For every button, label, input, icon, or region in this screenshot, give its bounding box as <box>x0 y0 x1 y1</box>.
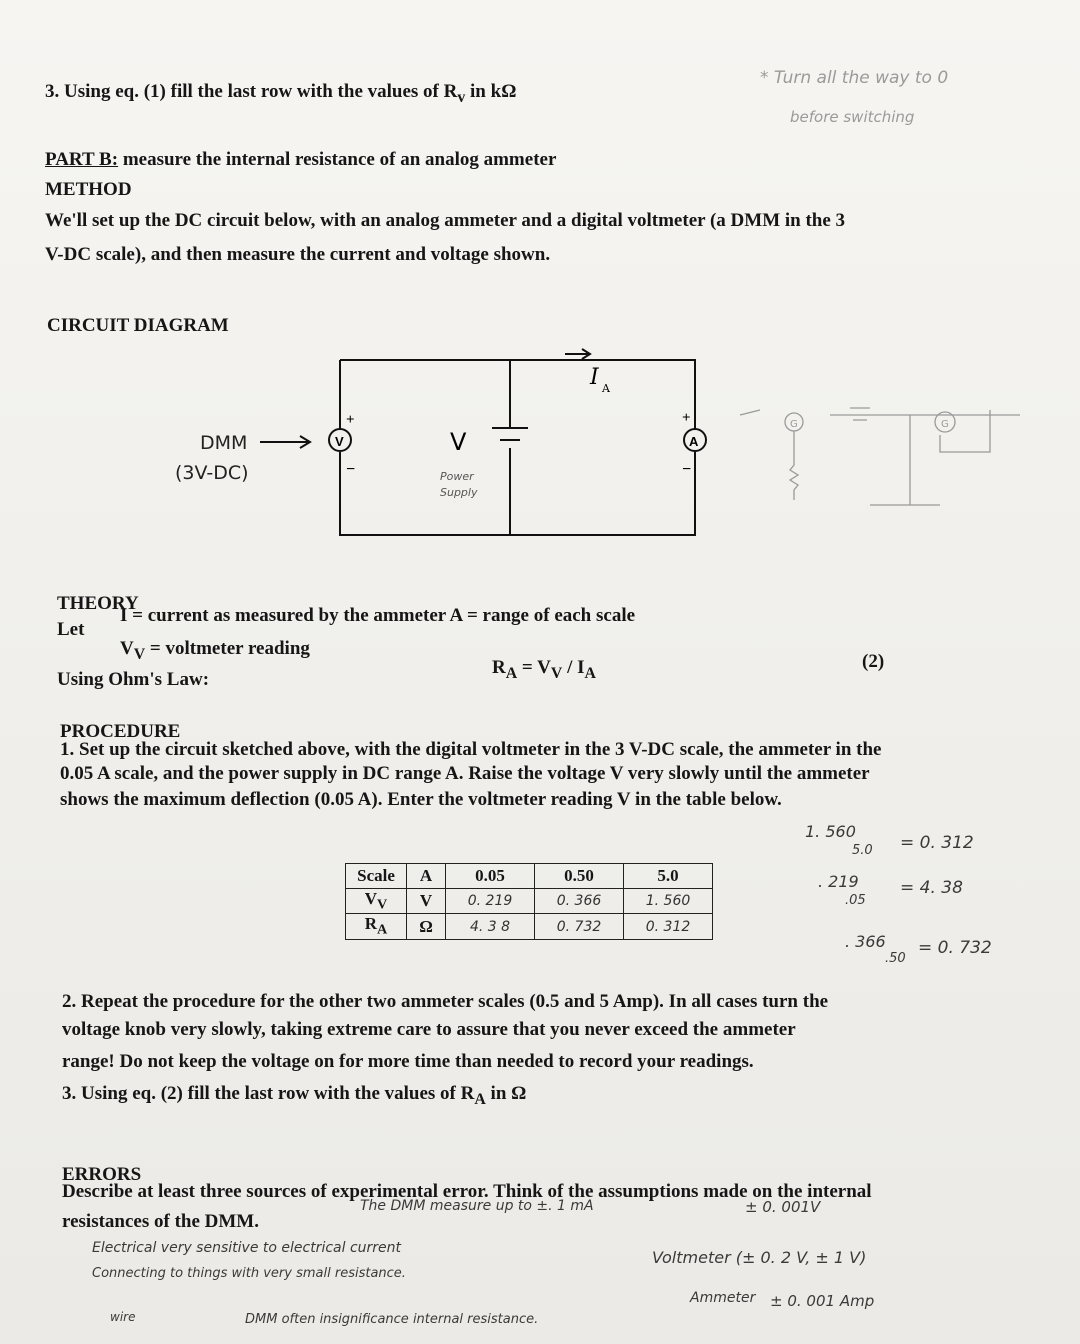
handwritten-note-2: before switching <box>790 108 915 126</box>
procedure-step2-line1: 2. Repeat the procedure for the other two ammeter scales (0.5 and 5 Amp). In all cases turn the <box>62 991 829 1012</box>
errors-line-2: resistances of the DMM. <box>62 1211 259 1232</box>
table-cell-handwritten: 0. 732 <box>535 914 624 939</box>
calc-3-den: .50 <box>885 951 906 966</box>
theory-heading: THEORY <box>57 593 139 614</box>
handwritten-ammeter: Ammeter <box>690 1290 756 1306</box>
theory-v-def-symbol: V <box>120 638 134 659</box>
table-row-voltage <box>346 889 713 914</box>
table-cell: Scale <box>346 864 407 889</box>
voltmeter-minus: − <box>346 461 356 478</box>
calc-1-den: 5.0 <box>852 843 873 858</box>
handwritten-error-3: DMM often insignificance internal resistance. <box>245 1312 539 1327</box>
handwritten-wire: wire <box>110 1310 136 1324</box>
method-line-2: V-DC scale), and then measure the current and voltage shown. <box>45 244 551 265</box>
step3-kohm-end: in kΩ <box>465 81 517 102</box>
ammeter-minus: − <box>682 461 692 478</box>
row-v-symbol: V <box>364 889 378 908</box>
formula-sub-i: A <box>584 664 596 682</box>
method-line-1: We'll set up the DC circuit below, with an analog ammeter and a digital voltmeter (a DMM in the 3 <box>45 210 846 231</box>
step3-text: 3. Using eq. (2) fill the last row with the values of R <box>62 1083 475 1104</box>
row-r-symbol: R <box>364 914 378 934</box>
supply-v-label: V <box>450 428 467 456</box>
table-cell <box>346 889 407 914</box>
formula-i: / I <box>562 657 585 678</box>
procedure-step2-line3: range! Do not keep the voltage on for more time than needed to record your readings. <box>62 1051 754 1072</box>
table-cell: Ω <box>407 914 446 939</box>
theory-formula <box>492 656 596 684</box>
wire-bottom <box>340 452 695 535</box>
procedure-step2-line2: voltage knob very slowly, taking extreme care to assure that you never exceed the ammeter <box>62 1019 796 1040</box>
current-sub: A <box>602 382 610 395</box>
voltmeter-letter: V <box>335 434 344 449</box>
table-cell-handwritten: 0. 312 <box>624 914 713 939</box>
step3-kohm-sub: v <box>457 88 466 106</box>
supply-label-2: Supply <box>440 486 478 499</box>
errors-heading: ERRORS <box>62 1164 142 1185</box>
dmm-scale: (3V-DC) <box>175 462 249 484</box>
table-row-header <box>346 864 713 889</box>
handwritten-ammeter-accuracy: ± 0. 001 Amp <box>770 1292 875 1310</box>
method-heading: METHOD <box>45 179 132 200</box>
step3-sub: A <box>474 1090 486 1108</box>
faint-sketch <box>740 408 1020 505</box>
procedure-step1-line1: 1. Set up the circuit sketched above, with the digital voltmeter in the 3 V-DC scale, the ammeter in the <box>60 739 882 760</box>
formula-sub-v: V <box>550 664 563 682</box>
row-r-sub: A <box>377 921 388 938</box>
procedure-heading: PROCEDURE <box>60 721 181 742</box>
procedure-step3 <box>62 1082 526 1110</box>
table-cell: 0.05 <box>446 864 535 889</box>
row-v-sub: V <box>377 896 388 913</box>
calc-3-res: = 0. 732 <box>918 938 992 958</box>
table-cell-handwritten: 4. 3 8 <box>446 914 535 939</box>
calc-1-num: 1. 560 <box>805 822 856 841</box>
handwritten-note-1: * Turn all the way to 0 <box>760 68 949 88</box>
table-cell: 0.50 <box>535 864 624 889</box>
table-cell: A <box>407 864 446 889</box>
dmm-pointer-arrow <box>260 436 310 448</box>
circuit-heading: CIRCUIT DIAGRAM <box>47 315 229 336</box>
step3-end: in Ω <box>485 1083 527 1104</box>
wire-top <box>340 360 695 430</box>
step3-kohm-instruction <box>45 80 516 108</box>
theory-v-def-sub: V <box>133 645 146 663</box>
table-cell <box>346 914 407 939</box>
voltmeter-plus: + <box>346 412 355 428</box>
handwritten-dmm-range: The DMM measure up to ±. 1 mA <box>360 1198 594 1214</box>
theory-v-def <box>120 637 310 665</box>
procedure-step1-line3: shows the maximum deflection (0.05 A). Enter the voltmeter reading V in the table below. <box>60 789 782 810</box>
theory-let: Let <box>57 619 85 640</box>
current-label: I <box>590 365 599 390</box>
equation-number: (2) <box>862 651 885 672</box>
errors-line-1: Describe at least three sources of experimental error. Think of the assumptions made on the internal <box>62 1181 872 1202</box>
theory-v-def-text: = voltmeter reading <box>145 638 310 659</box>
partb-label: PART B: <box>45 149 119 170</box>
calc-2-den: .05 <box>845 893 866 908</box>
table-cell-handwritten: 0. 366 <box>535 889 624 914</box>
step3-kohm-text: 3. Using eq. (1) fill the last row with the values of R <box>45 81 458 102</box>
table-row-resistance <box>346 914 713 939</box>
procedure-step1-line2: 0.05 A scale, and the power supply in DC range A. Raise the voltage V very slowly until the ammeter <box>60 763 870 784</box>
handwritten-error-1: Electrical very sensitive to electrical current <box>92 1240 402 1256</box>
sketch-g-2: G <box>941 419 949 430</box>
table-cell: 5.0 <box>624 864 713 889</box>
formula-sub-a: A <box>505 664 518 682</box>
table-cell-handwritten: 0. 219 <box>446 889 535 914</box>
results-table <box>345 863 713 940</box>
table-cell: V <box>407 889 446 914</box>
theory-ohm: Using Ohm's Law: <box>57 669 210 690</box>
calc-1-res: = 0. 312 <box>900 833 974 853</box>
handwritten-dmm-accuracy: ± 0. 001V <box>745 1198 821 1216</box>
dmm-label: DMM <box>200 432 248 454</box>
calc-2-num: . 219 <box>818 872 859 891</box>
table-cell-handwritten: 1. 560 <box>624 889 713 914</box>
formula-v: = V <box>517 657 551 678</box>
sketch-g-1: G <box>790 419 798 430</box>
calc-3-num: . 366 <box>845 932 886 951</box>
ammeter-plus: + <box>682 410 691 426</box>
partb-heading <box>45 148 556 172</box>
ammeter-letter: A <box>689 434 699 449</box>
calc-2-res: = 4. 38 <box>900 878 963 898</box>
handwritten-voltmeter: Voltmeter (± 0. 2 V, ± 1 V) <box>652 1248 867 1267</box>
partb-title: measure the internal resistance of an analog ammeter <box>118 149 557 170</box>
theory-i-def: I = current as measured by the ammeter A = range of each scale <box>120 605 636 626</box>
circuit-diagram <box>150 340 1020 550</box>
supply-label-1: Power <box>440 470 474 483</box>
formula-r: R <box>492 657 506 678</box>
current-arrow <box>565 349 590 359</box>
handwritten-error-2: Connecting to things with very small resistance. <box>92 1266 406 1281</box>
